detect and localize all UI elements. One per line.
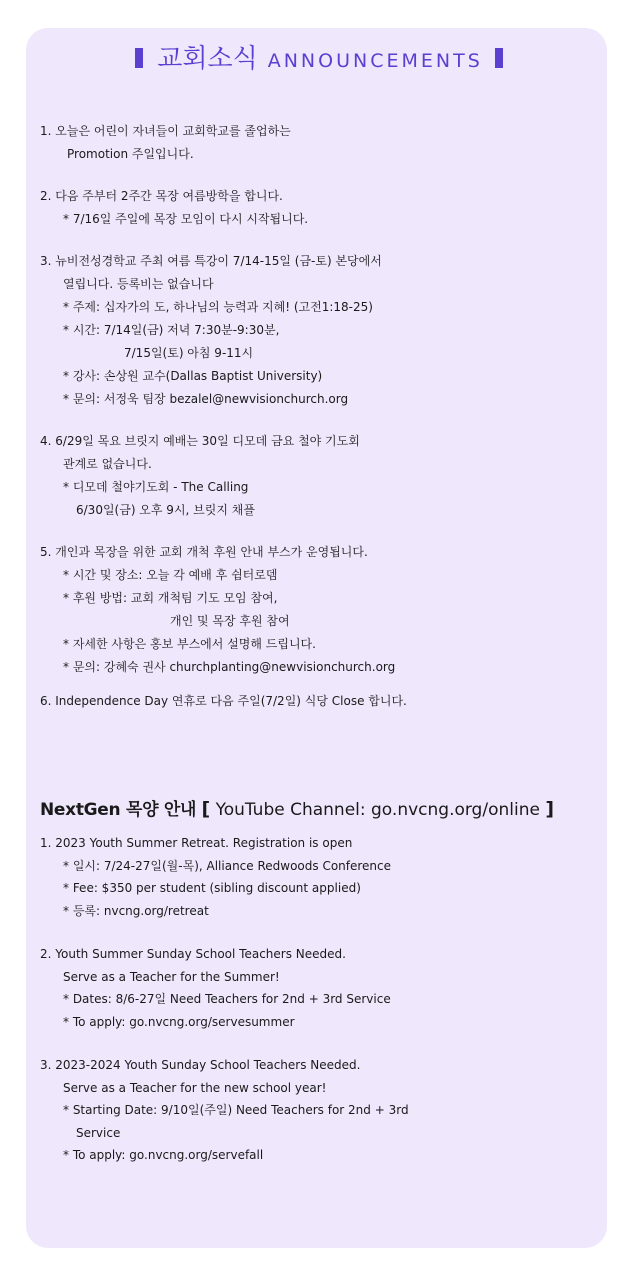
announcement-item-3 xyxy=(40,250,615,411)
nextgen-item-1 xyxy=(40,832,615,922)
nextgen-line: 3. 2023-2024 Youth Sunday School Teachers Needed. xyxy=(40,1058,361,1072)
announcement-line: * 주제: 십자가의 도, 하나님의 능력과 지혜! (고전1:18-25) xyxy=(63,300,373,314)
announcement-line: 개인 및 목장 후원 참여 xyxy=(170,614,290,628)
announcement-line: 6/30일(금) 오후 9시, 브릿지 채플 xyxy=(76,503,255,517)
announcement-line: * 7/16일 주일에 목장 모임이 다시 시작됩니다. xyxy=(63,212,309,226)
announcement-line: 관계로 없습니다. xyxy=(63,457,152,471)
announcement-item-1 xyxy=(40,120,615,166)
announcement-line: 7/15일(토) 아침 9-11시 xyxy=(124,346,254,360)
announcement-line: * 강사: 손상원 교수(Dallas Baptist University) xyxy=(63,369,323,383)
announcement-line: 5. 개인과 목장을 위한 교회 개척 후원 안내 부스가 운영됩니다. xyxy=(40,545,368,559)
announcement-line: * 문의: 서정욱 팀장 bezalel@newvisionchurch.org xyxy=(63,392,349,406)
announcement-line: * 시간 및 장소: 오늘 각 예배 후 쉼터로뎀 xyxy=(63,568,278,582)
bracket-open: [ xyxy=(201,798,211,820)
nextgen-line: * Starting Date: 9/10일(주일) Need Teachers for 2nd + 3rd xyxy=(63,1103,409,1117)
announcement-line: 6. Independence Day 연휴로 다음 주일(7/2일) 식당 Close 합니다. xyxy=(40,694,407,708)
announcement-line: * 자세한 사항은 홍보 부스에서 설명해 드립니다. xyxy=(63,637,316,651)
nextgen-line: * 등록: nvcng.org/retreat xyxy=(63,903,209,918)
announcement-line: * 시간: 7/14일(금) 저녁 7:30분-9:30분, xyxy=(63,323,280,337)
title-right-bar xyxy=(495,48,503,68)
announcement-line: 1. 오늘은 어린이 자녀들이 교회학교를 졸업하는 xyxy=(40,124,291,138)
nextgen-line: * To apply: go.nvcng.org/servesummer xyxy=(63,1014,295,1029)
nextgen-list xyxy=(40,832,615,1188)
announcement-line: * 후원 방법: 교회 개척팀 기도 모임 참여, xyxy=(63,591,278,605)
nextgen-line: * Fee: $350 per student (sibling discount applied) xyxy=(63,881,361,895)
nextgen-title: NextGen 목양 안내 xyxy=(40,800,197,820)
nextgen-line: Serve as a Teacher for the new school year! xyxy=(63,1080,327,1095)
announcement-item-5 xyxy=(40,541,615,679)
announcement-line: 4. 6/29일 목요 브릿지 예배는 30일 디모데 금요 철야 기도회 xyxy=(40,434,360,448)
youtube-channel-link[interactable]: YouTube Channel: go.nvcng.org/online xyxy=(215,800,540,820)
announcement-line: Promotion 주일입니다. xyxy=(67,147,194,161)
bracket-close: ] xyxy=(545,798,555,820)
announcement-line: * 디모데 철야기도회 - The Calling xyxy=(63,480,249,494)
nextgen-header xyxy=(40,795,554,820)
title-english: ANNOUNCEMENTS xyxy=(267,50,483,72)
title-korean: 교회소식 xyxy=(157,44,258,74)
announcement-line: 3. 뉴비전성경학교 주최 여름 특강이 7/14-15일 (금-토) 본당에서 xyxy=(40,254,382,268)
nextgen-line: 1. 2023 Youth Summer Retreat. Registration is open xyxy=(40,836,353,850)
nextgen-line: * 일시: 7/24-27일(월-목), Alliance Redwoods Conference xyxy=(63,858,392,873)
nextgen-line: * To apply: go.nvcng.org/servefall xyxy=(63,1148,264,1162)
nextgen-line: * Dates: 8/6-27일 Need Teachers for 2nd + 3rd Service xyxy=(63,992,391,1006)
nextgen-item-2 xyxy=(40,943,615,1033)
page-title xyxy=(0,38,638,75)
nextgen-item-3 xyxy=(40,1054,615,1167)
announcement-item-4 xyxy=(40,430,615,522)
announcement-item-6 xyxy=(40,690,615,713)
title-left-bar xyxy=(135,48,143,68)
announcement-line: 2. 다음 주부터 2주간 목장 여름방학을 합니다. xyxy=(40,189,283,203)
nextgen-line: Serve as a Teacher for the Summer! xyxy=(63,969,280,984)
nextgen-line: Service xyxy=(76,1125,121,1140)
announcement-line: 열립니다. 등록비는 없습니다 xyxy=(63,277,214,291)
nextgen-line: 2. Youth Summer Sunday School Teachers Needed. xyxy=(40,947,346,961)
announcement-list xyxy=(40,120,615,732)
announcement-line: * 문의: 강혜숙 권사 churchplanting@newvisionchurch.org xyxy=(63,660,396,674)
announcement-item-2 xyxy=(40,185,615,231)
